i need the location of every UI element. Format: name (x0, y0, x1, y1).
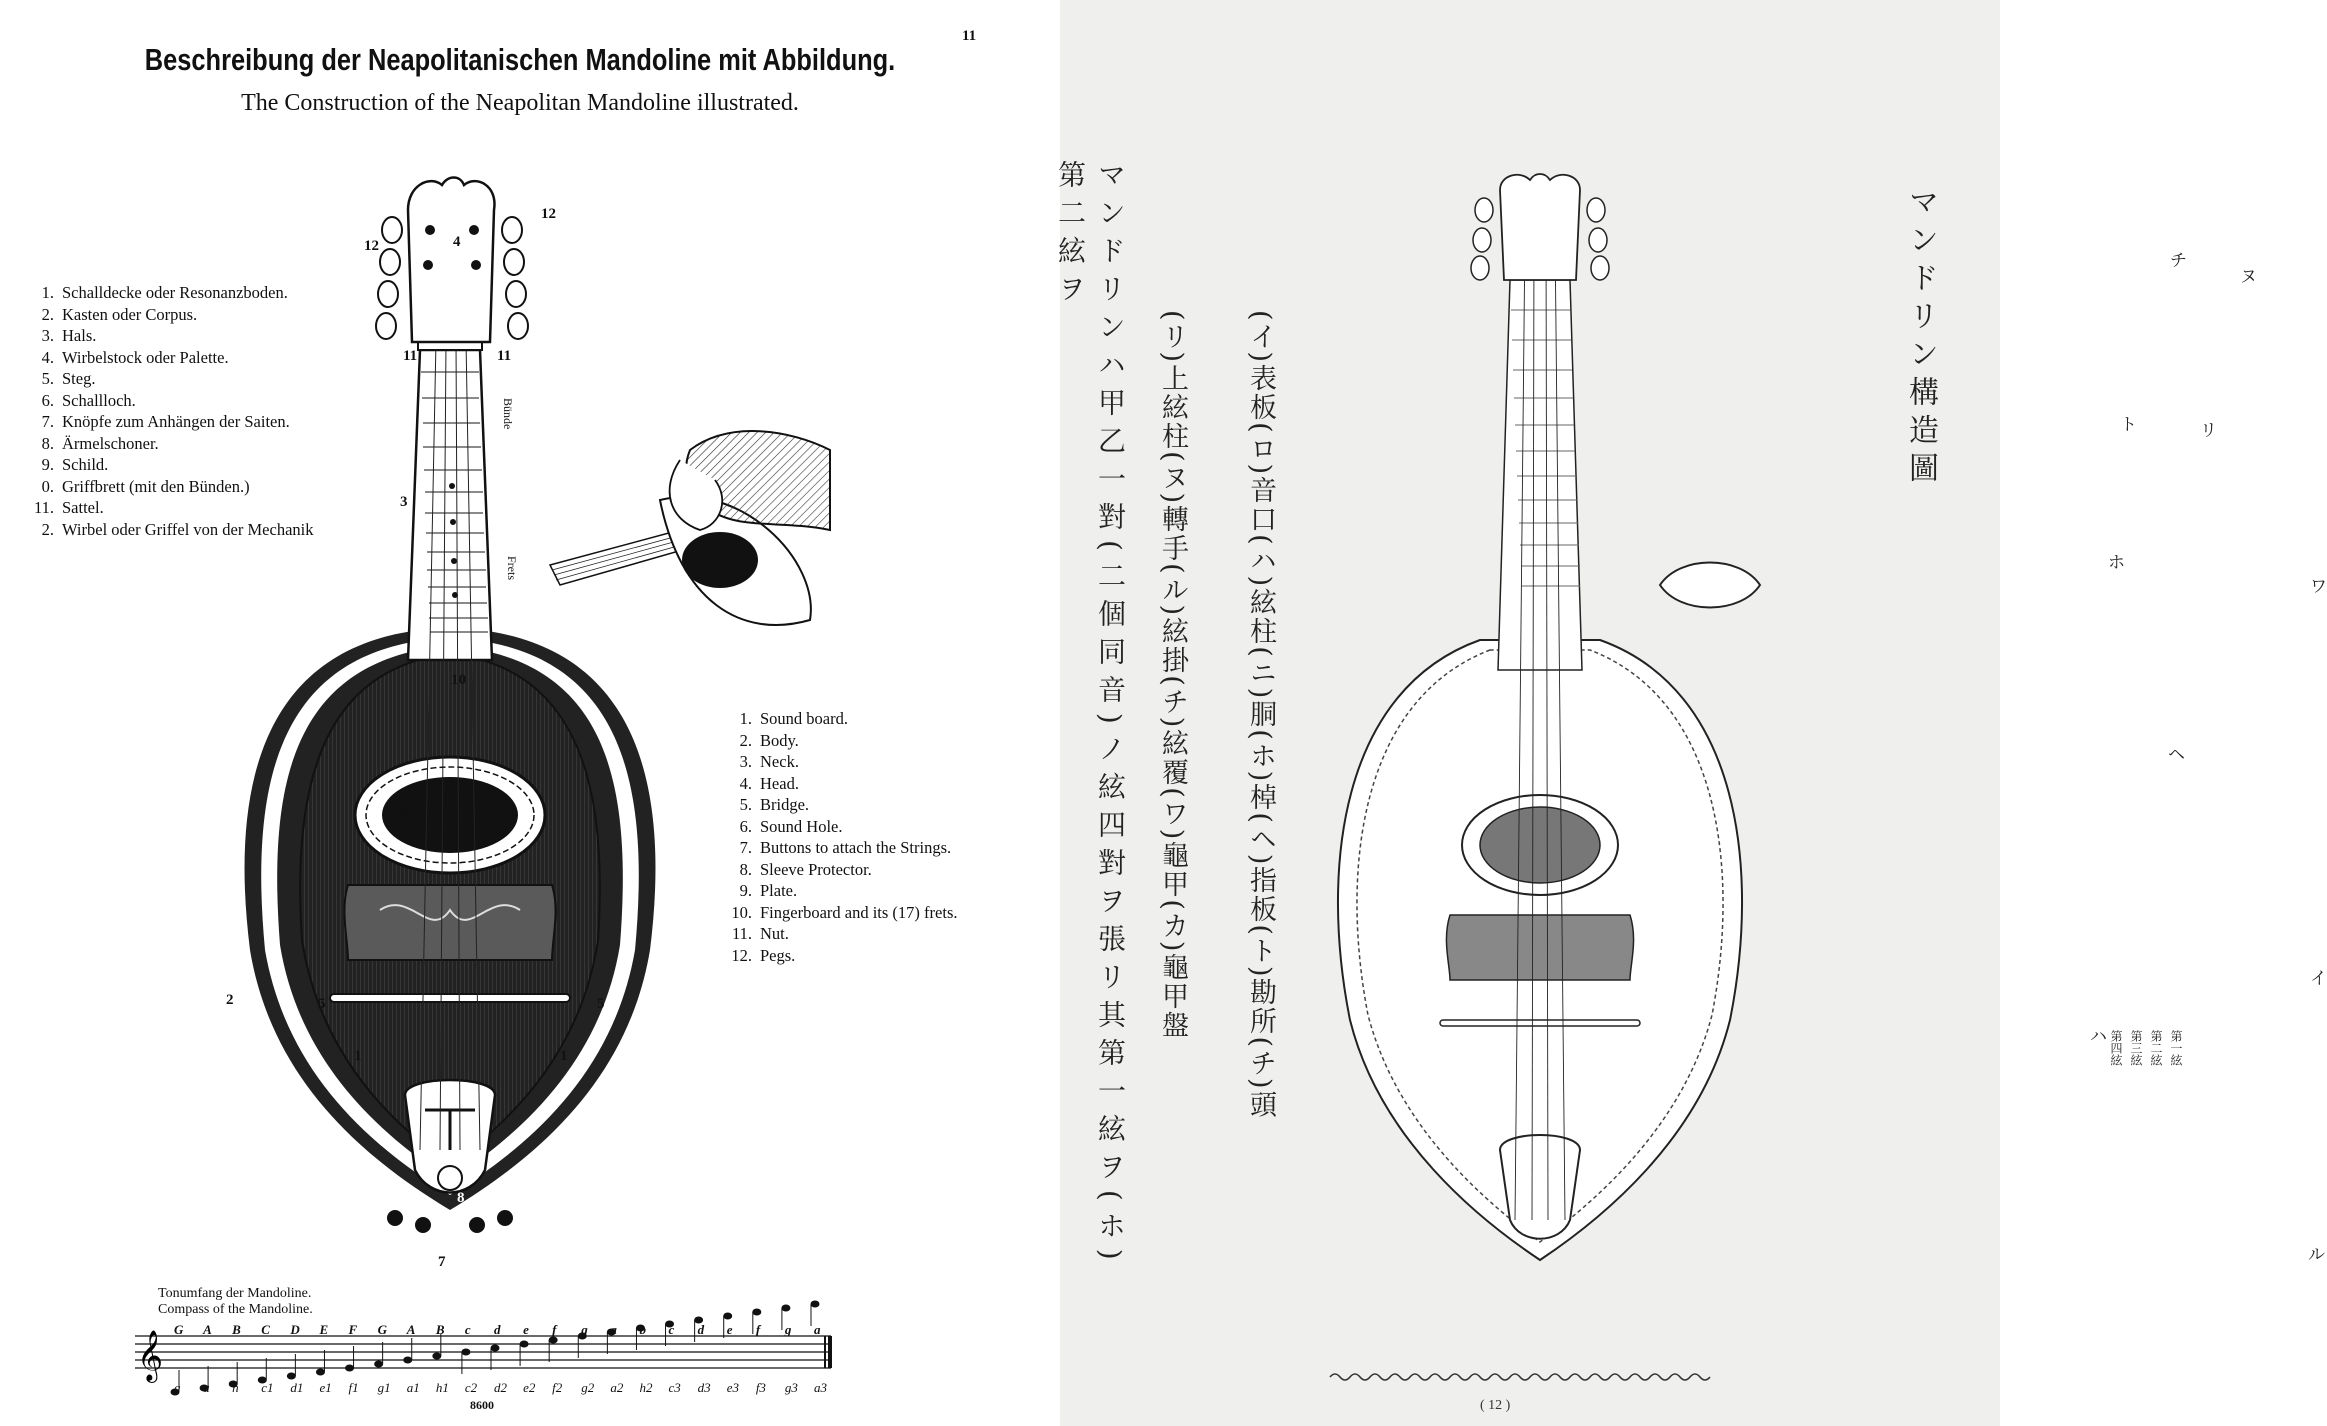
legend-item: 7. Buttons to attach the Strings. (739, 838, 952, 857)
plate (344, 885, 555, 960)
legend-item: 10. Fingerboard and its (17) frets. (731, 902, 958, 922)
compass-note-name: c3 (668, 1380, 681, 1395)
compass-note-name: g3 (784, 1380, 798, 1395)
legend-english (728, 708, 958, 966)
compass-note-name: d3 (697, 1380, 711, 1395)
legend-item: 9. Schild. (41, 455, 109, 474)
label-nut-right: 11 (497, 348, 512, 364)
compass-note-name: f2 (552, 1380, 563, 1395)
jp-label-tail: ル (2308, 1245, 2325, 1265)
compass-note-name: D (290, 1322, 300, 1337)
compass-note-name: G (377, 1322, 388, 1337)
label-nut-left: 11 (403, 348, 418, 364)
page-number-left: 11 (962, 28, 977, 44)
compass-title-en: Compass of the Mandoline. (158, 1302, 313, 1317)
jp-string-label: 第一絃 (2169, 1030, 2183, 1066)
compass-note-name: B (232, 1322, 241, 1337)
legend-item: 8. Ärmelschoner. (41, 433, 159, 453)
notehead (345, 1365, 354, 1372)
legend-item: 8. Sleeve Protector. (739, 859, 872, 879)
legend-item: 1. Schalldecke oder Resonanzboden. (41, 283, 288, 302)
legend-item: 2. Body. (739, 730, 799, 750)
label-head: 4 (453, 234, 461, 250)
compass-title-de: Tonumfang der Mandoline. (158, 1286, 312, 1301)
compass-caption (158, 1286, 313, 1318)
label-sleeve: 8 (457, 1190, 465, 1206)
compass-note-name: g (784, 1322, 792, 1337)
compass-note-name: d (697, 1322, 705, 1337)
notehead (781, 1305, 790, 1312)
legend-item: 3. Hals. (41, 326, 97, 345)
compass-note-name: c (464, 1322, 471, 1337)
notehead (723, 1313, 732, 1320)
notehead (374, 1361, 383, 1368)
label-buttons: 7 (438, 1254, 446, 1270)
label-bunde: Bünde (501, 398, 515, 430)
compass-note-name: g1 (377, 1380, 391, 1395)
jp-label-soundboard: イ (2310, 969, 2327, 989)
compass-note-name: F (348, 1322, 358, 1337)
jp-label-nut-top: リ (2200, 421, 2217, 441)
compass-note-name: G (174, 1322, 184, 1337)
wavy-rule (1330, 1370, 1710, 1384)
compass-note-name: e (726, 1322, 733, 1337)
notehead (752, 1309, 761, 1316)
compass-note-name: f1 (348, 1380, 359, 1395)
compass-note-name: c2 (464, 1380, 478, 1395)
jp-label-neck: ホ (2108, 553, 2125, 573)
compass-note-name: f (755, 1322, 761, 1337)
compass-note-name: h2 (639, 1380, 653, 1395)
pickguard-drawing (1650, 550, 1770, 620)
compass-note-name: e (523, 1322, 529, 1337)
jp-legend-col1: (イ)表板(ロ)音口(ハ)絃柱(ニ)胴(ホ)棹(ヘ)指板(ト)勘所(チ)頭 (1245, 310, 1276, 1120)
compass-note-name: E (319, 1322, 329, 1337)
compass-note-name: g (174, 1380, 181, 1395)
compass-note-name: a3 (814, 1380, 827, 1395)
label-soundhole-right: 6 (510, 806, 518, 822)
compass-note-name: d1 (290, 1380, 304, 1395)
compass-note-name: b (639, 1322, 646, 1337)
legend-item: 6. Schallloch. (41, 390, 136, 410)
legend-item: 9. Plate. (739, 881, 798, 900)
label-bridge-left: 5 (318, 996, 326, 1012)
legend-item: 0. Griffbrett (mit den Bünden.) (41, 476, 250, 496)
jp-legend-col2: (リ)上絃柱(ヌ)轉手(ル)絃掛(チ)絃覆(ワ)龜甲(カ)龜甲盤 (1157, 310, 1188, 1041)
jp-string-label: 第三絃 (2129, 1030, 2143, 1066)
compass-note-name: a (203, 1380, 210, 1395)
legend-item: 3. Neck. (739, 752, 799, 771)
compass-note-name: c (668, 1322, 675, 1337)
hand-playing-illustration (540, 420, 840, 660)
legend-item: 11. Nut. (731, 924, 789, 943)
compass-top-notes (158, 1322, 821, 1338)
title-german: Beschreibung der Neapolitanischen Mandoline mit Abbildung. (144, 42, 896, 77)
jp-label-fingerboard: ヘ (2168, 745, 2185, 765)
jp-label-pickguard: ワ (2310, 577, 2327, 597)
left-page (0, 0, 1060, 1426)
jp-body-text: マンドリンハ甲乙一對(二個同音)ノ絃四對ヲ張リ其第一絃ヲ(ホ)第二絃ヲ (1054, 160, 1127, 1270)
notehead (403, 1357, 412, 1364)
compass-note-name: e2 (523, 1380, 536, 1395)
mandolin-illustration (180, 150, 700, 1260)
label-pegs-left: 12 (364, 238, 379, 254)
label-pegs-right: 12 (541, 206, 556, 222)
title-english: The Construction of the Neapolitan Mandoline illustrated. (241, 90, 799, 116)
label-soundboard-left: 1 (354, 1048, 362, 1064)
jp-label-pegs: ヌ (2240, 267, 2257, 287)
compass-note-name: d (494, 1322, 501, 1337)
legend-item: 11. Sattel. (33, 498, 104, 517)
compass-note-name: e1 (319, 1380, 332, 1395)
jp-label-soundhole: ロ (2170, 841, 2187, 861)
compass-note-name: A (406, 1322, 416, 1337)
page-number-right: ( 12 ) (1480, 1398, 1511, 1413)
compass-note-name: a1 (406, 1380, 420, 1395)
label-bridge-right: 5 (597, 996, 605, 1012)
compass-note-name: h1 (435, 1380, 449, 1395)
jp-label-nut-left: ト (2120, 415, 2137, 435)
legend-item: 5. Steg. (41, 369, 96, 388)
compass-note-name: e3 (726, 1380, 739, 1395)
label-body: 2 (226, 992, 234, 1008)
legend-item: 4. Head. (739, 773, 799, 793)
svg-text:𝄞: 𝄞 (137, 1330, 164, 1381)
compass-note-name: c1 (261, 1380, 274, 1395)
label-soundhole-left: 6 (400, 806, 408, 822)
mandolin-line-drawing (1320, 220, 1760, 1280)
right-page (1054, 0, 2327, 1426)
neck (408, 350, 492, 660)
compass-note-name: C (261, 1322, 270, 1337)
notehead (811, 1301, 820, 1308)
jp-title: マンドリン構造圖 (1903, 186, 1938, 490)
jp-string-label: 第四絃 (2109, 1030, 2123, 1066)
legend-item: 2. Wirbel oder Griffel von der Mechanik (41, 519, 314, 539)
compass-note-name: a (814, 1322, 821, 1337)
compass-bottom-notes (158, 1380, 827, 1396)
compass-note-name: A (203, 1322, 212, 1337)
compass-note-name: g2 (581, 1380, 595, 1395)
compass-note-name: f (552, 1322, 557, 1337)
notehead (316, 1369, 325, 1376)
label-soundboard-right: 1 (560, 1048, 568, 1064)
notehead (432, 1353, 441, 1360)
legend-item: 7. Knöpfe zum Anhängen der Saiten. (41, 412, 290, 431)
compass-note-name: d2 (494, 1380, 507, 1395)
legend-item: 4. Wirbelstock oder Palette. (41, 347, 229, 367)
legend-item: 1. Sound board. (739, 709, 848, 728)
notehead (520, 1341, 529, 1348)
compass-note-name: f3 (755, 1380, 766, 1395)
compass-note-name: B (435, 1322, 445, 1337)
bridge (330, 994, 570, 1002)
label-neck: 3 (400, 494, 408, 510)
label-fingerboard: 10 (451, 672, 466, 688)
notehead (287, 1373, 296, 1380)
compass-note-name: a (610, 1322, 617, 1337)
jp-label-bridge: ハ (2090, 1027, 2107, 1047)
notehead (491, 1345, 500, 1352)
plate-number: 8600 (470, 1398, 494, 1412)
compass-note-name: g (581, 1322, 588, 1337)
jp-label-head: チ (2170, 251, 2187, 271)
notehead (461, 1349, 470, 1356)
legend-item: 2. Kasten oder Corpus. (41, 304, 198, 324)
legend-item: 5. Bridge. (739, 795, 810, 814)
legend-item: 6. Sound Hole. (739, 816, 843, 836)
legend-item: 12. Pegs. (731, 945, 796, 965)
label-frets: Frets (505, 556, 519, 580)
compass-note-name: a2 (610, 1380, 624, 1395)
head (408, 178, 494, 343)
jp-string-label: 第二絃 (2149, 1030, 2163, 1066)
compass-note-name: h (232, 1380, 239, 1395)
